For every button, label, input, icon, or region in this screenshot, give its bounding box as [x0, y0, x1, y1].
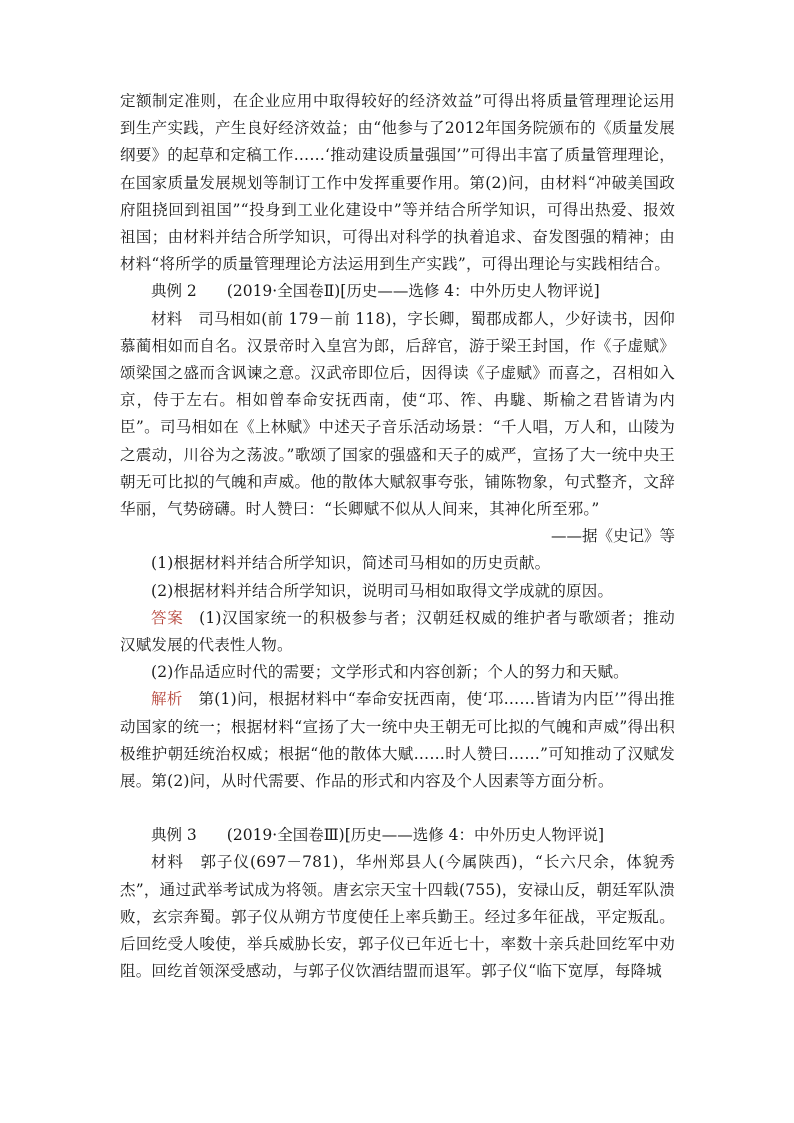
material-label: 材料 — [151, 853, 184, 872]
answer-label: 答案 — [151, 608, 184, 627]
analysis-label: 解析 — [151, 690, 183, 709]
material-label: 材料 — [151, 309, 183, 328]
intro-paragraph: 定额制定准则，在企业应用中取得较好的经济效益”可得出将质量管理理论运用到生产实践，产生良好经济效益；由“他参与了2012年国务院颁布的《质量发展纲要》的起草和定稿工作……‘推动建设质量强国’”可得出丰富了质量管理理论，在国家质量发展规划等制订工作中发挥重要作用。第(2)问，由材料“冲破美国政府阻挠回到祖国”“投身到工业化建设中”等并结合所学知识，可得出热爱、报效祖国；由材料并结合所学知识，可得出对科学的执着追求、奋发图强的精神；由材料“将所学的质量管理理论方法运用到生产实践”，可得出理论与实践相结合。 — [120, 92, 675, 274]
example2-analysis — [120, 686, 675, 795]
example2-question-2: (2)根据材料并结合所学知识，说明司马相如取得文学成就的原因。 — [151, 581, 614, 600]
document-page — [120, 88, 675, 986]
example2-material — [120, 306, 675, 524]
example2-heading — [120, 278, 675, 305]
example2-question-1: (1)根据材料并结合所学知识，简述司马相如的历史贡献。 — [151, 554, 551, 573]
section-spacer — [120, 795, 675, 822]
example3-heading — [120, 822, 675, 849]
example2-label: 典例 2 — [151, 282, 197, 301]
material-text: 司马相如(前 179－前 118)，字长卿，蜀郡成都人，少好读书，因仰慕蔺相如而自名。汉景帝时入皇宫为郎，后辞官，游于梁王封国，作《子虚赋》颂梁国之盛而含讽谏之意。汉武帝即位后，因得读《子虚赋》而喜之，召相如入京，侍于左右。相如曾奉命安抚西南，使“邛、筰、冉駹、斯榆之君皆请为内臣”。司马相如在《上林赋》中述天子音乐活动场景：“千人唱，万人和，山陵为之震动，川谷为之荡波。”歌颂了国家的强盛和天子的威严，宣扬了大一统中央王朝无可比拟的气魄和声威。他的散体大赋叙事夸张，铺陈物象，句式整齐，文辞华丽，气势磅礴。时人赞曰：“长卿赋不似从人间来，其神化所至邪。” — [120, 309, 675, 519]
example2-citation: ——据《史记》等 — [550, 527, 675, 546]
answer-1-text: (1)汉国家统一的积极参与者；汉朝廷权威的维护者与歌颂者；推动汉赋发展的代表性人物。 — [120, 608, 675, 655]
analysis-text: 第(1)问，根据材料中“奉命安抚西南，使‘邛……皆请为内臣’”得出推动国家的统一；根据材料“宣扬了大一统中央王朝无可比拟的气魄和声威”得出积极维护朝廷统治权威；根据“他的散体大赋……时人赞曰……”可知推动了汉赋发展。第(2)问，从时代需要、作品的形式和内容及个人因素等方面分析。 — [120, 690, 675, 791]
material-text: 郭子仪(697－781)，华州郑县人(今属陕西)，“长六尺余，体貌秀杰”，通过武举考试成为将领。唐玄宗天宝十四载(755)，安禄山反，朝廷军队溃败，玄宗奔蜀。郭子仪从朔方节度使任上率兵勤王。经过多年征战，平定叛乱。后回纥受人唆使，举兵威胁长安，郭子仪已年近七十，率数十亲兵赴回纥军中劝阻。回纥首领深受感动，与郭子仪饮酒结盟而退军。郭子仪“临下宽厚，每降城 — [120, 853, 675, 981]
example3-source: (2019·全国卷Ⅲ)[历史——选修 4：中外历史人物评说] — [226, 826, 605, 845]
example2-answer-1 — [120, 605, 675, 659]
example2-source: (2019·全国卷Ⅱ)[历史——选修 4：中外历史人物评说] — [226, 282, 600, 301]
example3-material — [120, 849, 675, 985]
example3-label: 典例 3 — [151, 826, 197, 845]
example2-answer-2: (2)作品适应时代的需要；文学形式和内容创新；个人的努力和天赋。 — [151, 663, 629, 682]
